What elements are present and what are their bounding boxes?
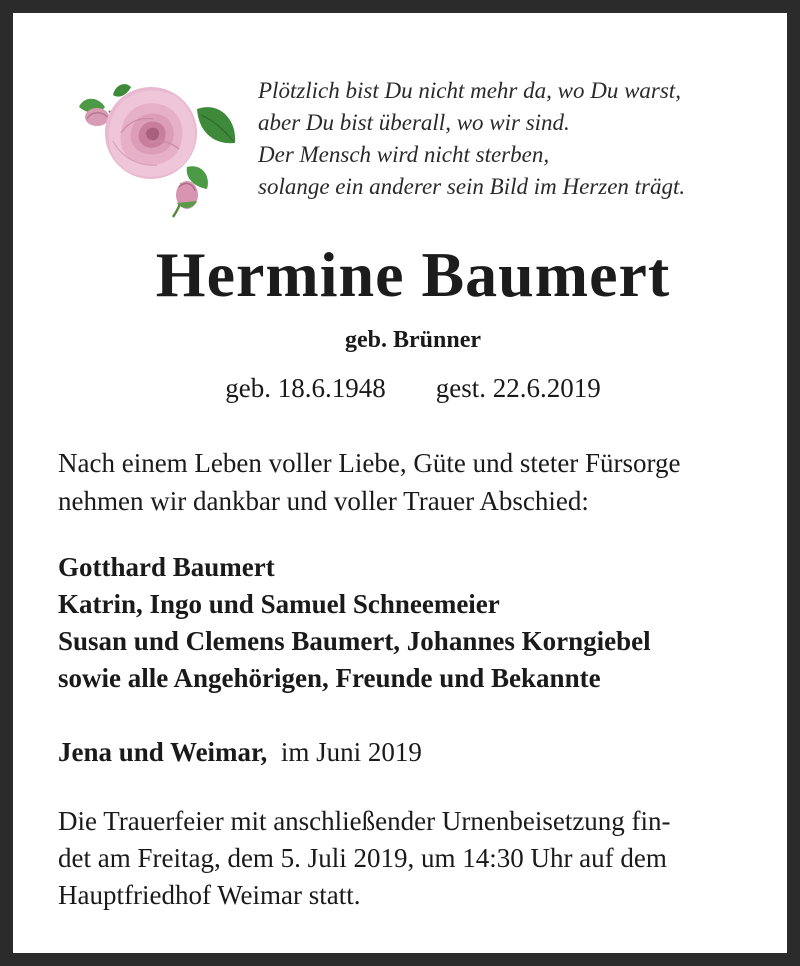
poem-line: Der Mensch wird nicht sterben,: [258, 142, 550, 167]
poem-line: Plötzlich bist Du nicht mehr da, wo Du warst,: [258, 78, 681, 103]
place-and-date: [58, 733, 778, 771]
maiden-name: geb. Brünner: [344, 327, 481, 353]
poem-line: solange ein anderer sein Bild im Herzen trägt.: [258, 174, 686, 199]
mourner-line: sowie alle Angehörigen, Freunde und Bekannte: [58, 663, 601, 693]
place-location: Jena und Weimar,: [58, 737, 268, 767]
death-date: gest. 22.6.2019: [435, 373, 601, 403]
mourner-line: Gotthard Baumert: [58, 552, 275, 582]
mourner-line: Katrin, Ingo und Samuel Schneemeier: [58, 589, 500, 619]
intro-text: [58, 444, 778, 520]
mourners-list: [58, 549, 778, 697]
life-dates: [13, 370, 800, 406]
funeral-line: Hauptfriedhof Weimar statt.: [58, 880, 361, 910]
intro-line: nehmen wir dankbar und voller Trauer Abschied:: [58, 486, 589, 516]
intro-line: Nach einem Leben voller Liebe, Güte und steter Fürsorge: [58, 448, 681, 478]
funeral-line: Die Trauerfeier mit anschließender Urnenbeisetzung fin-: [58, 806, 671, 836]
mourner-line: Susan und Clemens Baumert, Johannes Korngiebel: [58, 626, 651, 656]
poem: [258, 75, 778, 203]
birth-date: geb. 18.6.1948: [225, 373, 386, 403]
funeral-info: [58, 803, 778, 914]
place-date: im Juni 2019: [280, 737, 422, 767]
deceased-name: Hermine Baumert: [155, 239, 671, 310]
funeral-line: det am Freitag, dem 5. Juli 2019, um 14:30 Uhr auf dem: [58, 843, 667, 873]
rose-icon: [69, 71, 245, 221]
poem-line: aber Du bist überall, wo wir sind.: [258, 110, 570, 135]
